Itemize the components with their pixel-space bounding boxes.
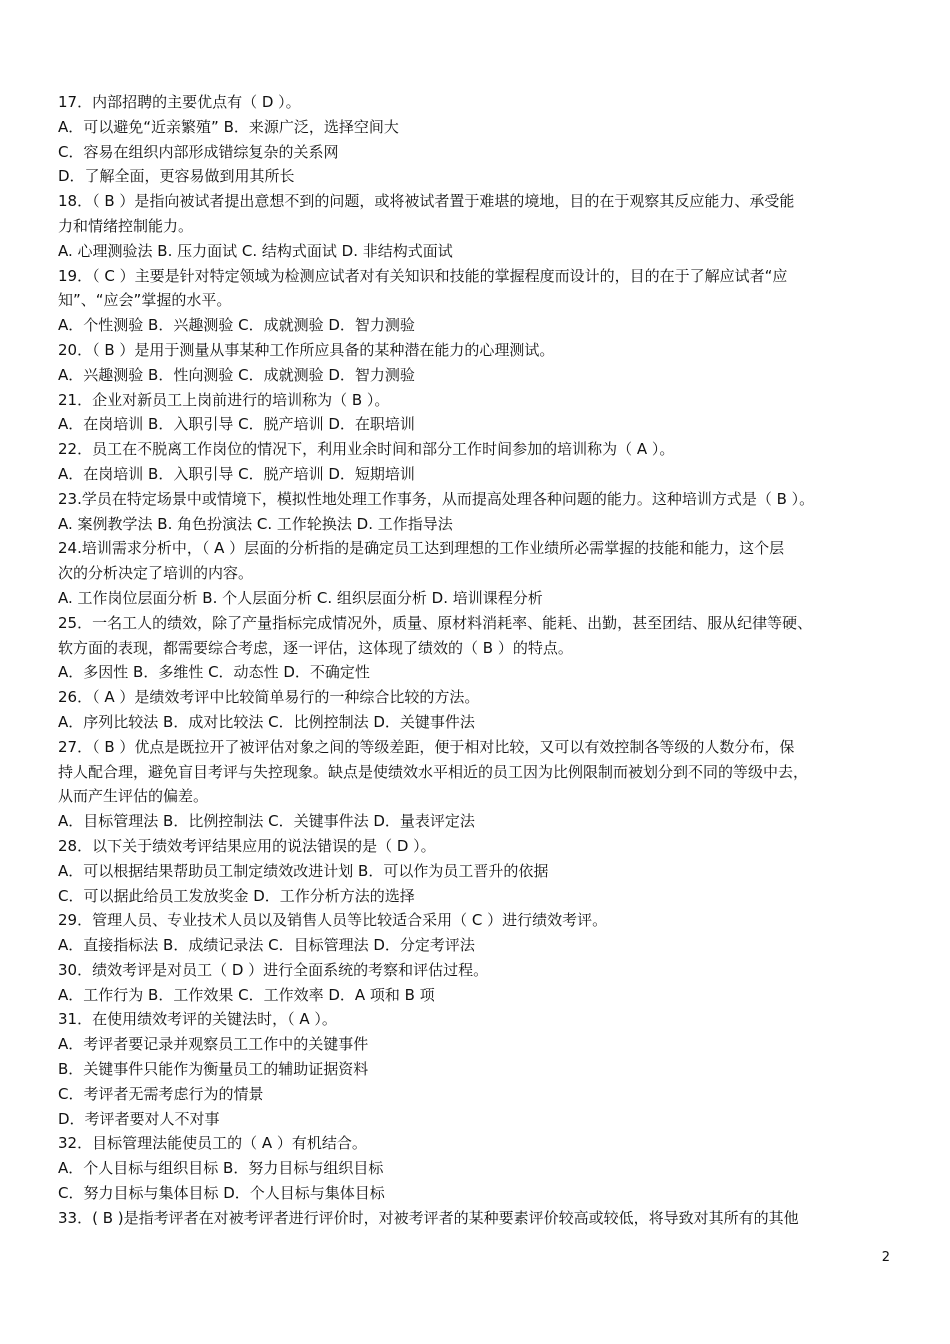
question-17-options-ab: A．可以避免“近亲繁殖” B．来源广泛，选择空间大 [58, 117, 399, 136]
question-25: 25．一名工人的绩效，除了产量指标完成情况外，质量、原材料消耗率、能耗、出勤，甚至团结、服从纪律等硬、 [58, 613, 813, 632]
question-27-continued-2: 从而产生评估的偏差。 [58, 787, 209, 806]
question-22: 22．员工在不脱离工作岗位的情况下，利用业余时间和部分工作时间参加的培训称为（ A ）。 [58, 440, 675, 459]
question-31-option-b: B．关键事件只能作为衡量员工的辅助证据资料 [58, 1060, 369, 1079]
question-27: 27．（ B ）优点是既拉开了被评估对象之间的等级差距，便于相对比较，又可以有效控制各等级的人数分布，保 [58, 737, 795, 756]
question-17-option-d: D．了解全面，更容易做到用其所长 [58, 167, 295, 186]
page-number: 2 [881, 1250, 890, 1265]
question-31-option-a: A．考评者要记录并观察员工工作中的关键事件 [58, 1035, 369, 1054]
question-17: 17．内部招聘的主要优点有（ D ）。 [58, 93, 301, 111]
question-30: 30．绩效考评是对员工（ D ）进行全面系统的考察和评估过程。 [58, 960, 489, 979]
question-28: 28．以下关于绩效考评结果应用的说法错误的是（ D ）。 [58, 836, 436, 855]
question-21: 21．企业对新员工上岗前进行的培训称为（ B ）。 [58, 390, 390, 409]
question-26: 26．（ A ）是绩效考评中比较简单易行的一种综合比较的方法。 [58, 688, 480, 707]
question-33: 33．( B )是指考评者在对被考评者进行评价时，对被考评者的某种要素评价较高或较低，将导致对其所有的其他 [58, 1208, 799, 1227]
question-27-continued: 持人配合理，避免盲目考评与失控现象。缺点是使绩效水平相近的员工因为比例限制而被划分到不同的等级中去， [58, 762, 809, 781]
question-17-option-c: C．容易在组织内部形成错综复杂的关系网 [58, 142, 339, 161]
question-32: 32．目标管理法能使员工的（ A ）有机结合。 [58, 1134, 367, 1153]
question-19: 19．（ C ）主要是针对特定领域为检测应试者对有关知识和技能的掌握程度而设计的，目的在于了解应试者“应 [58, 266, 788, 285]
question-28-options-cd: C．可以据此给员工发放奖金 D．工作分析方法的选择 [58, 886, 415, 905]
question-31: 31．在使用绩效考评的关键法时，（ A ）。 [58, 1010, 337, 1029]
question-31-option-d: D．考评者要对人不对事 [58, 1109, 220, 1128]
question-24: 24.培训需求分析中，（ A ）层面的分析指的是确定员工达到理想的工作业绩所必需掌握的技能和能力，这个层 [58, 539, 785, 558]
question-18: 18．（ B ）是指向被试者提出意想不到的问题，或将被试者置于难堪的境地，目的在于观察其反应能力、承受能 [58, 192, 795, 211]
question-22-options: A．在岗培训 B．入职引导 C．脱产培训 D．短期培训 [58, 464, 415, 483]
question-21-options: A．在岗培训 B．入职引导 C．脱产培训 D．在职培训 [58, 415, 415, 434]
question-29: 29．管理人员、专业技术人员以及销售人员等比较适合采用（ C ）进行绩效考评。 [58, 911, 608, 930]
question-32-options-ab: A．个人目标与组织目标 B．努力目标与组织目标 [58, 1159, 384, 1178]
question-26-options: A．序列比较法 B．成对比较法 C．比例控制法 D．关键事件法 [58, 712, 475, 731]
question-19-options: A．个性测验 B．兴趣测验 C．成就测验 D．智力测验 [58, 316, 415, 335]
question-32-options-cd: C．努力目标与集体目标 D．个人目标与集体目标 [58, 1184, 385, 1203]
document-body [58, 90, 898, 1231]
question-27-options: A．目标管理法 B．比例控制法 C．关键事件法 D．量表评定法 [58, 812, 475, 831]
question-19-continued: 知”、“应会”掌握的水平。 [58, 291, 232, 310]
question-18-continued: 力和情绪控制能力。 [58, 216, 194, 235]
question-20-options: A．兴趣测验 B．性向测验 C．成就测验 D．智力测验 [58, 365, 415, 384]
question-23-options: A. 案例教学法 B. 角色扮演法 C. 工作轮换法 D. 工作指导法 [58, 514, 453, 533]
question-18-options: A. 心理测验法 B. 压力面试 C. 结构式面试 D. 非结构式面试 [58, 241, 453, 260]
question-29-options: A．直接指标法 B．成绩记录法 C．目标管理法 D．分定考评法 [58, 936, 475, 955]
question-30-options: A．工作行为 B．工作效果 C．工作效率 D．A 项和 B 项 [58, 985, 435, 1004]
question-31-option-c: C．考评者无需考虑行为的情景 [58, 1084, 264, 1103]
question-25-options: A．多因性 B．多维性 C．动态性 D．不确定性 [58, 663, 370, 682]
question-20: 20．（ B ）是用于测量从事某种工作所应具备的某种潜在能力的心理测试。 [58, 340, 555, 359]
question-24-options: A. 工作岗位层面分析 B. 个人层面分析 C. 组织层面分析 D. 培训课程分析 [58, 588, 543, 607]
question-28-options-ab: A．可以根据结果帮助员工制定绩效改进计划 B．可以作为员工晋升的依据 [58, 861, 549, 880]
question-25-continued: 软方面的表现，都需要综合考虑，逐一评估，这体现了绩效的（ B ）的特点。 [58, 638, 573, 657]
question-24-continued: 次的分析决定了培训的内容。 [58, 564, 254, 583]
question-23: 23.学员在特定场景中或情境下，模拟性地处理工作事务，从而提高处理各种问题的能力。这种培训方式是（ B ）。 [58, 489, 815, 508]
